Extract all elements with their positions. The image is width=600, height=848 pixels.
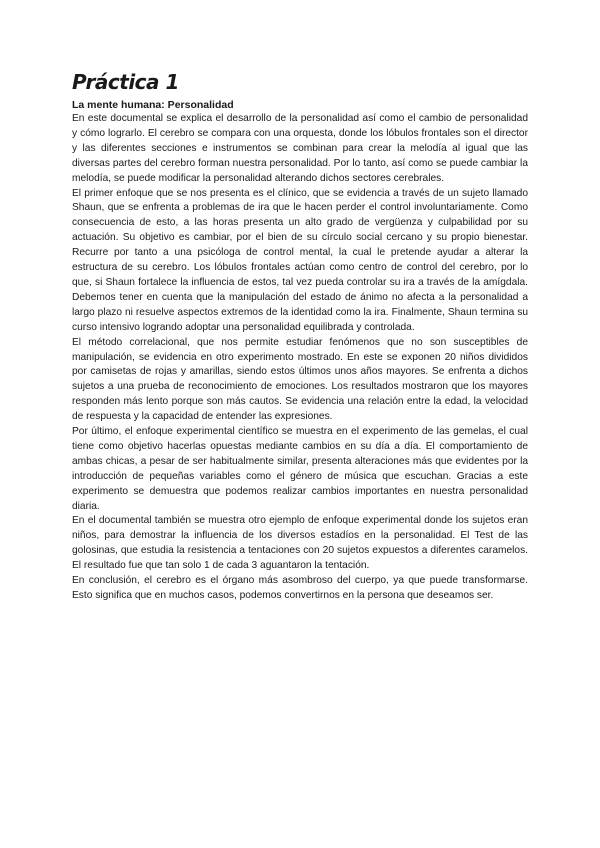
paragraph-intro: En este documental se explica el desarrollo de la personalidad así como el cambio de personalidad y cómo lograrlo. El cerebro se compara con una orquesta, donde los lóbulos frontales son el director y las diferentes secciones e instrumentos se combinan para crear la melodía al igual que las diversas partes del cerebro forman nuestra personalidad. Por lo tanto, así como se puede cambiar la melodía, se puede modificar la personalidad alterando dichos sectores cerebrales. (72, 113, 528, 184)
document-body (72, 112, 528, 604)
paragraph-twins-experiment: Por último, el enfoque experimental científico se muestra en el experimento de las gemelas, el cual tiene como objetivo hacerlas opuestas mediante cambios en su día a día. El comportamiento de ambas chicas, a pesar de ser habitualmente similar, presenta alteraciones más que evidentes por la introducción de pequeñas variables como el género de música que escuchan. Gracias a este experimento se demuestra que podemos realizar cambios importantes en nuestra personalidad diaria. (72, 426, 528, 512)
paragraph-correlational-method: El método correlacional, que nos permite estudiar fenómenos que no son susceptibles de manipulación, se evidencia en otro experimento mostrado. En este se exponen 20 niños divididos por camisetas de rojas y amarillas, siendo estos últimos unos años mayores. Se enfrenta a dichos sujetos a una prueba de reconocimiento de emociones. Los resultados mostraron que los mayores responden más lento porque son más cautos. Se evidencia una relación entre la edad, la velocidad de respuesta y la capacidad de entender las expresiones. (72, 336, 528, 423)
document-title: Práctica 1 (72, 70, 179, 94)
paragraph-marshmallow-test: En el documental también se muestra otro ejemplo de enfoque experimental donde los sujetos eran niños, para demostrar la influencia de los diversos estadíos en la personalidad. El Test de las golosinas, que estudia la resistencia a tentaciones con 20 sujetos expuestos a diferentes caramelos. El resultado fue que tan solo 1 de cada 3 aguantaron la tentación. (72, 515, 528, 572)
paragraph-clinical-approach: El primer enfoque que se nos presenta es el clínico, que se evidencia a través de un sujeto llamado Shaun, que se enfrenta a problemas de ira que le hacen perder el control involuntariamente. Como consecuencia de esto, a las horas presenta un alto grado de vergüenza y culpabilidad por su actuación. Su objetivo es cambiar, por el bien de su círculo social cercano y su propio bienestar. Recurre por tanto a una psicóloga de control mental, la cual le pretende ayudar a alterar la estructura de su cerebro. Los lóbulos frontales actúan como centro de control del cerebro, por lo que, si Shaun fortalece la influencia de estos, tal vez pueda controlar su ira a través de la amígdala. Debemos tener en cuenta que la manipulación del estado de ánimo no afecta a la personalidad a largo plazo ni resuelve aspectos extremos de la identidad como la ira. Finalmente, Shaun termina su curso intensivo logrando adoptar una personalidad equilibrada y controlada. (72, 187, 528, 333)
document-page (72, 70, 528, 604)
paragraph-conclusion: En conclusión, el cerebro es el órgano más asombroso del cuerpo, ya que puede transformarse. Esto significa que en muchos casos, podemos convertirnos en la persona que deseamos ser. (72, 575, 528, 601)
document-subtitle: La mente humana: Personalidad (72, 99, 234, 111)
